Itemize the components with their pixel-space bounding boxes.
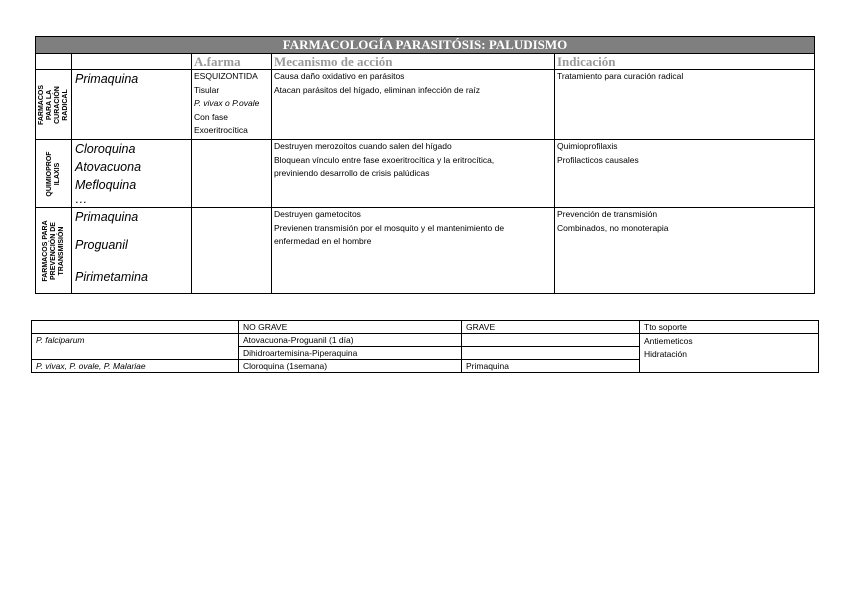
table-row <box>36 208 815 294</box>
species-falciparum: P. falciparum <box>32 334 239 360</box>
category-label: FARMACOS PARA LA CURACIÓN RADICAL <box>37 84 69 125</box>
indicacion-cell: Tratamiento para curación radical <box>555 70 815 140</box>
category-cell <box>36 140 72 208</box>
treatment-table <box>31 320 819 373</box>
table-row <box>36 140 815 208</box>
header-indicacion: Indicación <box>555 54 815 70</box>
mecanismo-cell: Causa daño oxidativo en parásitos Atacan parásitos del hígado, eliminan infección de raíz <box>272 70 555 140</box>
afarma-cell: ESQUIZONTIDA Tisular P. vivax o P.ovale Con fase Exoeritrocítica <box>192 70 272 140</box>
grave-cell: Primaquina <box>462 360 640 373</box>
soporte-cell: Antiemeticos Hidratación <box>640 334 819 373</box>
header-nograve: NO GRAVE <box>239 321 462 334</box>
mecanismo-cell: Destruyen merozoitos cuando salen del hígado Bloquean vínculo entre fase exoeritrocítica y la eritrocítica, previniendo desarrollo de crisis palúdicas <box>272 140 555 208</box>
nograve-cell: Atovacuona-Proguanil (1 día) <box>239 334 462 347</box>
nograve-cell: Dihidroartemisina-Piperaquina <box>239 347 462 360</box>
header-mecanismo: Mecanismo de acción <box>272 54 555 70</box>
paludismo-pharmacology-table <box>35 36 815 294</box>
indicacion-cell: Prevención de transmisión Combinados, no monoterapia <box>555 208 815 294</box>
table-row <box>32 334 819 347</box>
drug-list: Primaquina <box>72 70 192 140</box>
category-cell <box>36 70 72 140</box>
drug-list: Cloroquina Atovacuona Mefloquina … <box>72 140 192 208</box>
header-soporte: Tto soporte <box>640 321 819 334</box>
category-label: QUIMIOPROF ILAXIS <box>45 150 61 197</box>
table-title: FARMACOLOGÍA PARASITÓSIS: PALUDISMO <box>36 37 815 54</box>
species-vivax: P. vivax, P. ovale, P. Malariae <box>32 360 239 373</box>
category-label: FARMACOS PARA PREVENCIÓN DE TRANSMISIÓN <box>41 219 65 282</box>
mecanismo-cell: Destruyen gametocitos Previenen transmisión por el mosquito y el mantenimiento de enfermedad en el hombre <box>272 208 555 294</box>
drug-list: Primaquina Proguanil Pirimetamina <box>72 208 192 294</box>
nograve-cell: Cloroquina (1semana) <box>239 360 462 373</box>
category-cell <box>36 208 72 294</box>
header-grave: GRAVE <box>462 321 640 334</box>
indicacion-cell: Quimioprofilaxis Profilacticos causales <box>555 140 815 208</box>
table-row <box>36 70 815 140</box>
header-afarma: A.farma <box>192 54 272 70</box>
table-row <box>32 321 819 334</box>
